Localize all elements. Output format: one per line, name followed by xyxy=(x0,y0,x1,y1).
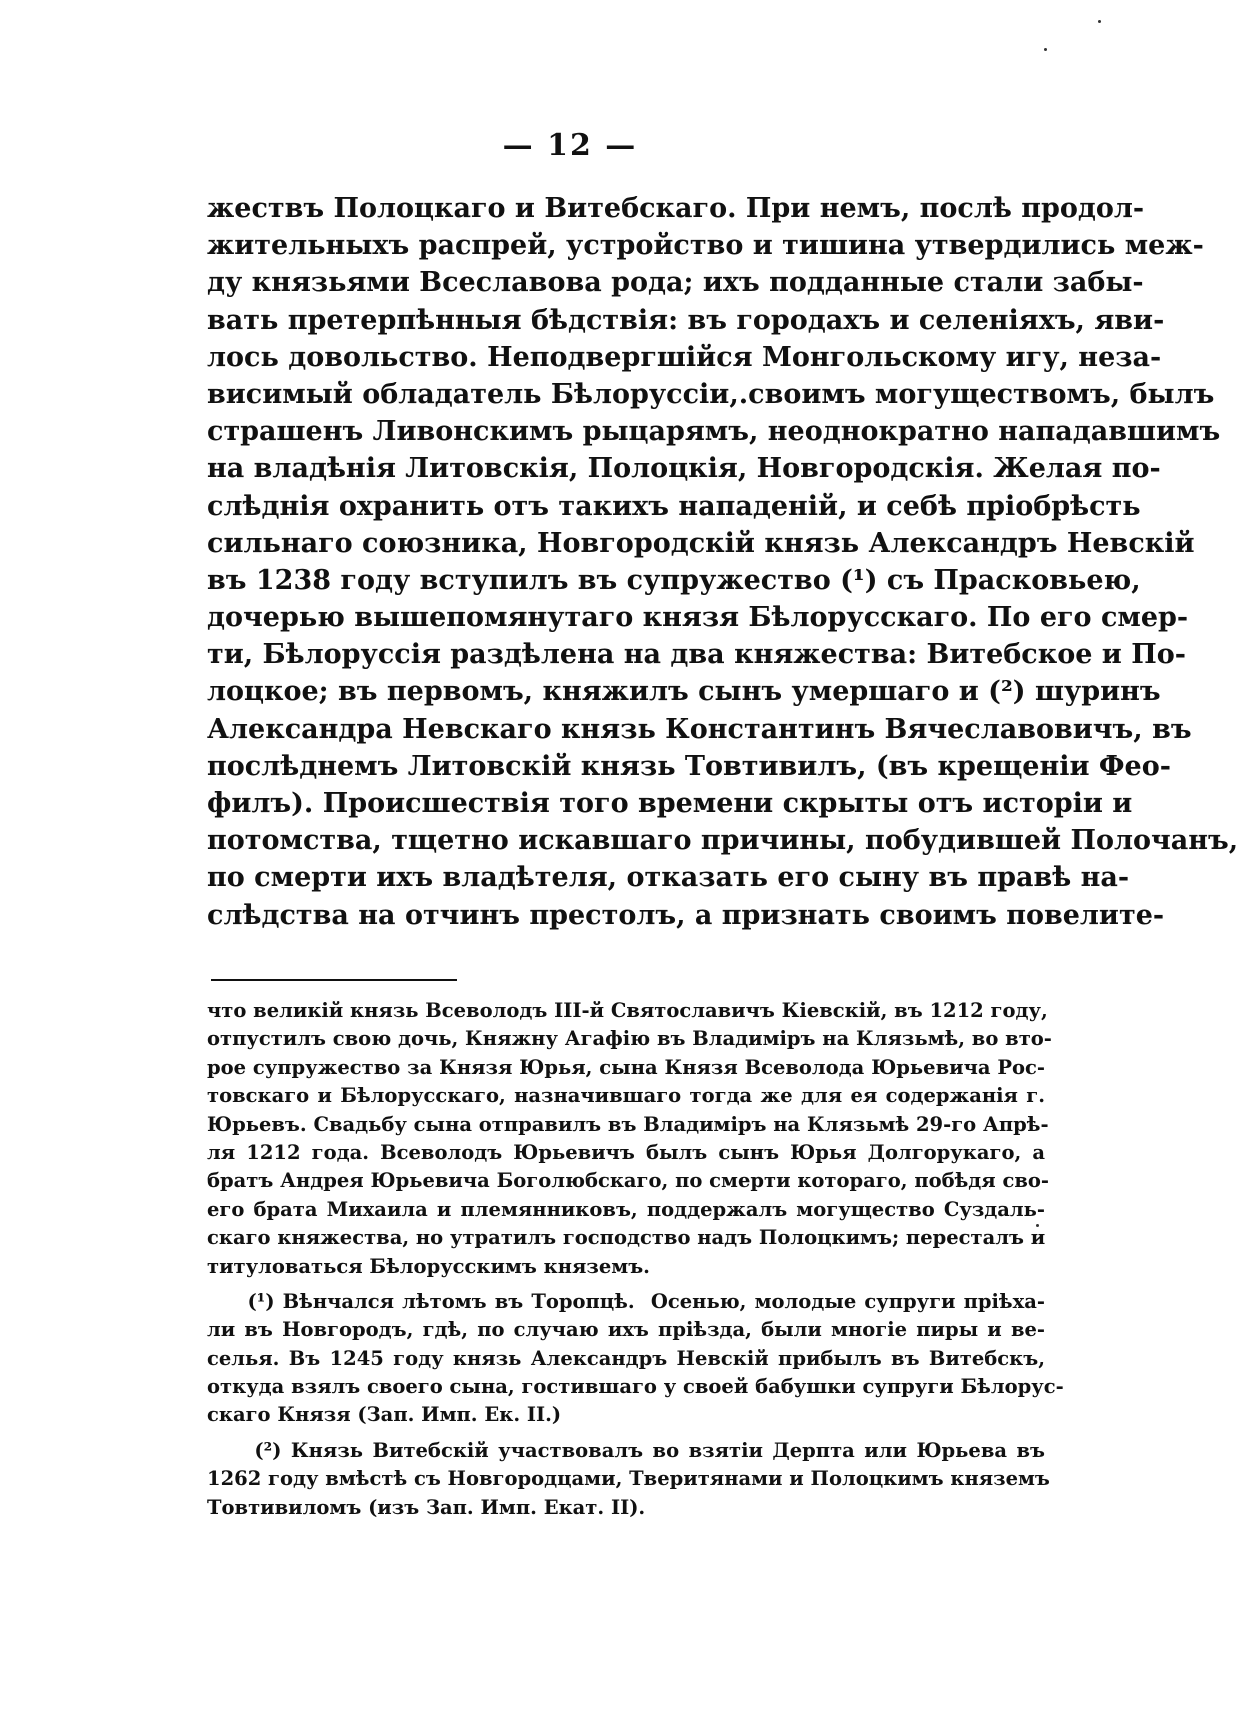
text-line: слѣднія охранить отъ такихъ нападеній, и себѣ пріобрѣсть xyxy=(207,490,1141,522)
text-line: вать претерпѣнныя бѣдствія: въ городахъ и селеніяхъ, яви- xyxy=(207,304,1165,336)
text-line: филъ). Происшествія того времени скрыты отъ исторіи и xyxy=(207,788,1133,819)
text-line: лоцкое; въ первомъ, княжилъ сынъ умершаго и (²) шуринъ xyxy=(207,676,1161,708)
footnote-divider xyxy=(211,979,457,981)
footnote-line: титуловаться Бѣлорусскимъ княземъ. xyxy=(207,1254,650,1278)
text-line: жительныхъ распрей, устройство и тишина утвердились меж- xyxy=(207,230,1204,262)
margin-speck xyxy=(1098,20,1101,23)
footnote-1 xyxy=(207,1288,1064,1430)
text-line: слѣдства на отчинъ престолъ, а признать своимъ повелите- xyxy=(207,899,1165,931)
footnotes xyxy=(207,997,1064,1529)
footnote-line: отпустилъ свою дочь, Княжну Агафію въ Владиміръ на Клязьмѣ, во вто- xyxy=(207,1027,1052,1051)
text-line: жествъ Полоцкаго и Витебскаго. При немъ, послѣ продол- xyxy=(207,193,1145,224)
footnote-line: скаго Князя (Зап. Имп. Ек. II.) xyxy=(207,1403,562,1427)
text-line: Александра Невскаго князь Константинъ Вячеславовичъ, въ xyxy=(207,713,1192,745)
page-number: — 12 — xyxy=(502,128,638,163)
footnote-line: селья. Въ 1245 году князь Александръ Невскій прибылъ въ Витебскъ, xyxy=(207,1346,1045,1370)
footnote-line: товскаго и Бѣлорусскаго, назначившаго тогда же для ея содержанія г. xyxy=(207,1084,1045,1108)
text-line: по смерти ихъ владѣтеля, отказать его сыну въ правѣ на- xyxy=(207,862,1130,894)
text-line: въ 1238 году вступилъ въ супружество (¹) съ Прасковьею, xyxy=(207,564,1141,596)
footnote-line: (²) Князь Витебскій участвовалъ во взятіи Дерпта или Юрьева въ xyxy=(207,1438,1045,1462)
footnote-line: 1262 году вмѣстѣ съ Новгородцами, Тверитянами и Полоцкимъ княземъ xyxy=(207,1467,1050,1491)
text-line: послѣднемъ Литовскій князь Товтивилъ, (въ крещеніи Фео- xyxy=(207,750,1171,782)
footnote-line: ли въ Новгородъ, гдѣ, по случаю ихъ пріѣзда, были многіе пиры и ве- xyxy=(207,1318,1045,1342)
margin-speck xyxy=(1044,48,1047,51)
text-line: дочерью вышепомянутаго князя Бѣлорусскаго. По его смер- xyxy=(207,602,1189,634)
text-line: на владѣнія Литовскія, Полоцкія, Новгородскія. Желая по- xyxy=(207,453,1161,485)
footnote-line: ля 1212 года. Всеволодъ Юрьевичъ былъ сынъ Юрья Долгорукаго, а xyxy=(207,1140,1045,1164)
main-text xyxy=(207,190,1238,934)
footnote-line: Юрьевъ. Свадьбу сына отправилъ въ Владиміръ на Клязьмѣ 29-го Апрѣ- xyxy=(207,1112,1049,1136)
footnote-line: Товтивиломъ (изъ Зап. Имп. Екат. II). xyxy=(207,1495,646,1519)
footnote-2 xyxy=(207,1437,1050,1522)
text-line: ду князьями Всеславова рода; ихъ подданные стали забы- xyxy=(207,267,1144,299)
footnote-line: братъ Андрея Юрьевича Боголюбскаго, по смерти котораго, побѣдя сво- xyxy=(207,1169,1050,1193)
text-line: сильнаго союзника, Новгородскій князь Александръ Невскій xyxy=(207,527,1195,559)
footnote-line: (¹) Вѣнчался лѣтомъ въ Торопцѣ. Осенью, молодые супруги пріѣха- xyxy=(207,1289,1045,1313)
footnote-line: скаго княжества, но утратилъ господство надъ Полоцкимъ; пересталъ и xyxy=(207,1226,1046,1250)
footnote-continued xyxy=(207,997,1052,1281)
footnote-line: рое супружество за Князя Юрья, сына Князя Всеволода Юрьевича Рос- xyxy=(207,1055,1045,1079)
footnote-line: откуда взялъ своего сына, гостившаго у своей бабушки супруги Бѣлорус- xyxy=(207,1375,1064,1399)
text-line: висимый обладатель Бѣлоруссіи,.своимъ могуществомъ, былъ xyxy=(207,378,1215,410)
text-line: страшенъ Ливонскимъ рыцарямъ, неоднократно нападавшимъ xyxy=(207,416,1221,448)
footnote-line: его брата Михаила и племянниковъ, поддержалъ могущество Суздаль- xyxy=(207,1197,1045,1221)
text-line: ти, Бѣлоруссія раздѣлена на два княжества: Витебское и По- xyxy=(207,639,1186,671)
text-line: лось довольство. Неподвергшійся Монгольскому игу, неза- xyxy=(207,341,1162,373)
text-line: потомства, тщетно искавшаго причины, побудившей Полочанъ, xyxy=(207,825,1238,857)
footnote-line: что великій князь Всеволодъ III-й Святославичъ Кіевскій, въ 1212 году, xyxy=(207,999,1048,1022)
